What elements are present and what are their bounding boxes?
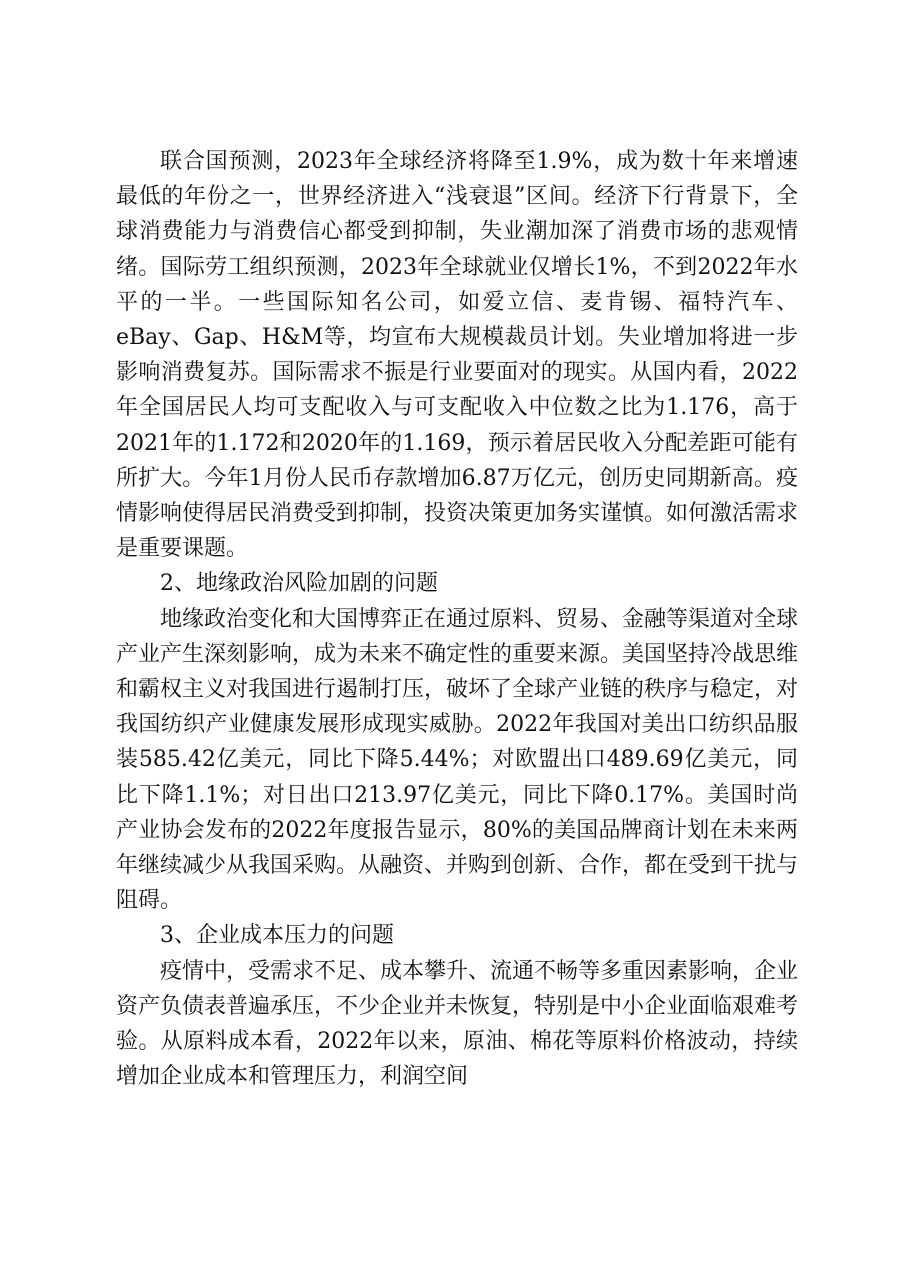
section-heading-geopolitical-risk: 2、地缘政治风险加剧的问题	[160, 571, 438, 597]
paragraph-geopolitical-risk: 地缘政治变化和大国博弈正在通过原料、贸易、金融等渠道对全球产业产生深刻影响，成为未来不确定性的重要来源。美国坚持冷战思维和霸权主义对我国进行遏制打压，破坏了全球产业链的秩序与稳定，对我国纺织产业健康发展形成现实威胁。2022年我国对美出口纺织品服装585.42亿美元，同比下降5.44%；对欧盟出口489.69亿美元，同比下降1.1%；对日出口213.97亿美元，同比下降0.17%。美国时尚产业协会发布的2022年度报告显示，80%的美国品牌商计划在未来两年继续减少从我国采购。从融资、并购到创新、合作，都在受到干扰与阻碍。	[116, 606, 799, 914]
document-body	[116, 144, 798, 1094]
paragraph-cost-pressure: 疫情中，受需求不足、成本攀升、流通不畅等多重因素影响，企业资产负债表普遍承压，不少企业并未恢复，特别是中小企业面临艰难考验。从原料成本看，2022年以来，原油、棉花等原料价格波动，持续增加企业成本和管理压力，利润空间	[116, 958, 799, 1090]
section-heading-cost-pressure: 3、企业成本压力的问题	[160, 923, 394, 949]
paragraph-economy-outlook: 联合国预测，2023年全球经济将降至1.9%，成为数十年来增速最低的年份之一，世界经济进入“浅衰退”区间。经济下行背景下，全球消费能力与消费信心都受到抑制，失业潮加深了消费市场的悲观情绪。国际劳工组织预测，2023年全球就业仅增长1%，不到2022年水平的一半。一些国际知名公司，如爱立信、麦肯锡、福特汽车、eBay、Gap、H&M等，均宣布大规模裁员计划。失业增加将进一步影响消费复苏。国际需求不振是行业要面对的现实。从国内看，2022年全国居民人均可支配收入与可支配收入中位数之比为1.176，高于2021年的1.172和2020年的1.169，预示着居民收入分配差距可能有所扩大。今年1月份人民币存款增加6.87万亿元，创历史同期新高。疫情影响使得居民消费受到抑制，投资决策更加务实谨慎。如何激活需求是重要课题。	[116, 149, 799, 562]
